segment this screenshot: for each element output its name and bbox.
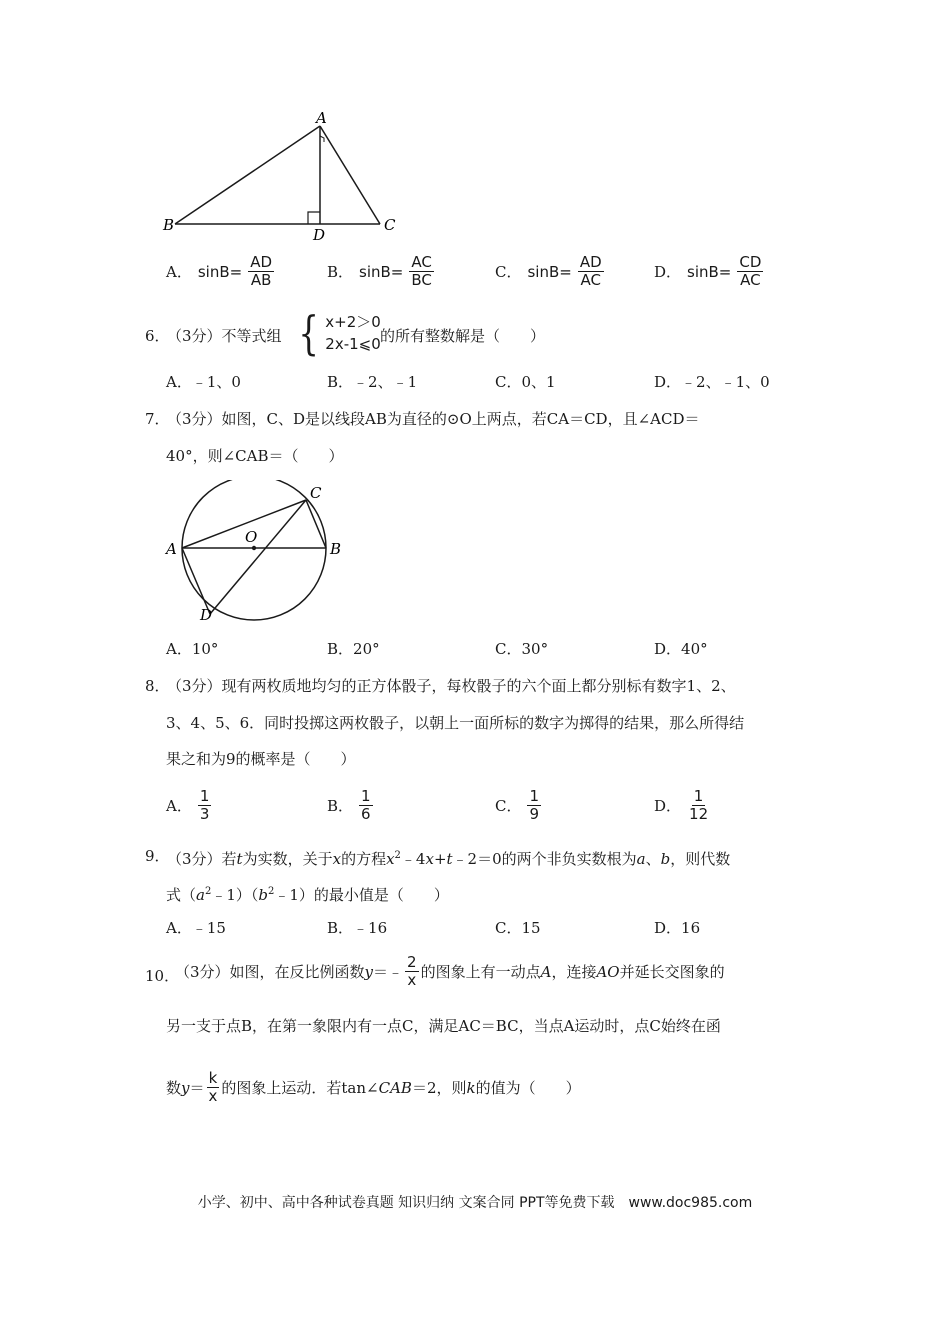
brace: { (298, 306, 319, 360)
label-d: D (313, 226, 326, 244)
fraction: $\frac{1}{3}$ (199, 787, 210, 823)
q10-line1: （3分）如图，在反比例函数 y ＝﹣ $\frac{2}{x}$ 的图象上有一动点 A ，连接 AO 并延长交图象的 (175, 953, 725, 989)
q6-option-b: B．﹣2、﹣1 (327, 373, 418, 391)
q5-option-b: B． sinB= $\frac{AC}{BC}$ (327, 253, 432, 289)
q9-line2: 式$(a^2﹣1)(b^2﹣1)$的最小值是（ ） (166, 886, 449, 904)
inequality-system (294, 306, 381, 360)
fraction: $\frac{AD}{AB}$ (250, 253, 273, 289)
triangle-figure (150, 108, 410, 248)
q5-option-d: D． sinB= $\frac{CD}{AC}$ (654, 253, 762, 289)
label-d: D (200, 606, 213, 624)
q6-option-d: D．﹣2、﹣1、0 (654, 373, 770, 391)
q6-score: （3分）不等式组 (167, 327, 282, 345)
q10-number: 10． (145, 967, 180, 985)
q8-option-c: C． $\frac{1}{9}$ (495, 787, 540, 823)
q7-option-c: C．30° (495, 640, 549, 658)
q9-number: 9． (145, 847, 170, 865)
inequality-1: x+2＞0 (325, 313, 381, 331)
label-a: A (316, 109, 327, 127)
label-b: B (163, 216, 175, 234)
fraction: $\frac{AC}{BC}$ (411, 253, 432, 289)
q8-line3: 果之和为9的概率是（ ） (166, 750, 356, 768)
q7-line1: （3分）如图，C、D是以线段AB为直径的⊙O上两点，若CA＝CD，且∠ACD＝ (167, 410, 700, 428)
label-c: C (310, 484, 322, 502)
q5-option-a: A． sinB= $\frac{AD}{AB}$ (166, 253, 273, 289)
q7-number: 7． (145, 410, 170, 428)
fraction: $\frac{2}{x}$ (407, 953, 417, 989)
q9-option-c: C．15 (495, 919, 541, 937)
page-footer: 小学、初中、高中各种试卷真题 知识归纳 文案合同 PPT等免费下载 www.doc985.com (197, 1195, 753, 1211)
fraction: $\frac{CD}{AC}$ (739, 253, 762, 289)
inequality-2: 2x-1⩽0 (325, 335, 381, 353)
label-a: A (166, 540, 177, 558)
q6-option-a: A．﹣1、0 (166, 373, 241, 391)
q9-option-b: B．﹣16 (327, 919, 388, 937)
fraction: $\frac{AD}{AC}$ (579, 253, 602, 289)
q9-line1: （3分）若t为实数，关于x的方程$x^2﹣4x+t﹣2=0$的两个非负实数根为a、b，则代数 (167, 850, 731, 868)
fraction: $\frac{k}{x}$ (208, 1069, 218, 1105)
fraction: $\frac{1}{12}$ (689, 787, 709, 823)
q9-option-a: A．﹣15 (166, 919, 226, 937)
q6-number: 6． (145, 327, 170, 345)
q7-option-d: D．40° (654, 640, 708, 658)
q5-option-c: C． sinB= $\frac{AD}{AC}$ (495, 253, 602, 289)
q7-line2: 40°，则∠CAB＝（ ） (166, 447, 344, 465)
q7-option-a: A．10° (166, 640, 219, 658)
q10-line3: 数 y ＝ $\frac{k}{x}$ 的图象上运动．若tan∠ CAB ＝2，则 k 的值为（ ） (166, 1069, 581, 1105)
fraction: $\frac{1}{6}$ (361, 787, 371, 823)
q10-line2: 另一支于点B，在第一象限内有一点C，满足AC＝BC，当点A运动时，点C始终在函 (166, 1017, 721, 1035)
label-b: B (330, 540, 342, 558)
q6-option-c: C．0、1 (495, 373, 556, 391)
q8-option-b: B． $\frac{1}{6}$ (327, 787, 371, 823)
q6-tail: 的所有整数解是（ ） (380, 327, 546, 345)
q8-line2: 3、4、5、6．同时投掷这两枚骰子，以朝上一面所标的数字为掷得的结果，那么所得结 (166, 714, 745, 732)
circle-figure (158, 480, 358, 630)
q8-number: 8． (145, 677, 170, 695)
q8-option-a: A． $\frac{1}{3}$ (166, 787, 210, 823)
q7-option-b: B．20° (327, 640, 380, 658)
fraction: $\frac{1}{9}$ (529, 787, 540, 823)
q8-line1: （3分）现有两枚质地均匀的正方体骰子，每枚骰子的六个面上都分别标有数字1、2、 (167, 677, 736, 695)
label-c: C (384, 216, 396, 234)
q9-option-d: D．16 (654, 919, 701, 937)
label-o: O (245, 528, 258, 546)
q8-option-d: D． $\frac{1}{12}$ (654, 787, 709, 823)
